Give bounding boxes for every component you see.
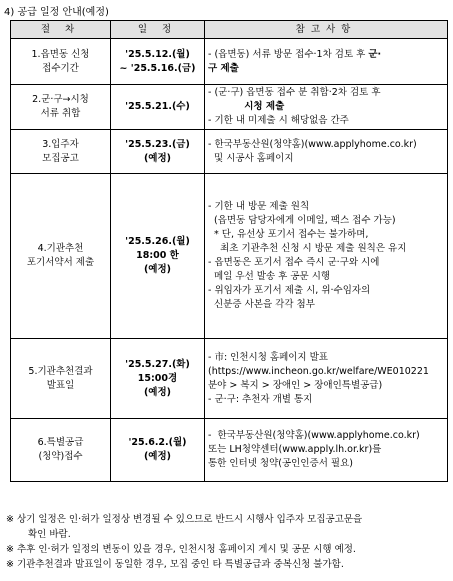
step-cell <box>11 39 111 85</box>
date-text: (예정) <box>143 264 172 275</box>
note-text <box>208 101 244 112</box>
date-text: '25.5.12.(월) <box>125 48 190 60</box>
footnote <box>6 557 450 572</box>
step-cell <box>11 419 111 482</box>
step-cell <box>11 130 111 174</box>
step-cell <box>11 339 111 419</box>
note-text: - 위임자가 포기서 제출 시, 위·수임자의 <box>208 285 371 296</box>
step-text: 모집공고 <box>42 152 79 164</box>
notes-cell <box>205 39 448 85</box>
note-line <box>208 100 444 114</box>
note-text: 메일 우선 발송 후 공문 시행 <box>208 271 331 282</box>
notes-cell <box>205 174 448 339</box>
schedule-table <box>10 20 448 482</box>
note-text: 또는 LH청약센터(www.apply.lh.or.kr)를 <box>208 444 382 455</box>
step-cell <box>11 85 111 130</box>
note-text: * 단, 유선상 포기서 접수는 불가하며, <box>208 229 369 240</box>
footnote <box>6 512 450 542</box>
footnote <box>6 542 450 557</box>
note-line <box>208 270 444 284</box>
footnote-text: ※ 추후 인·허가 일정의 변동이 있을 경우, 인천시청 홈페이지 게시 및 공문 시행 예정. <box>6 544 356 555</box>
step-text: 3.입주자 <box>42 138 79 150</box>
note-line <box>208 284 444 298</box>
step-text: (청약)접수 <box>38 451 83 462</box>
date-cell <box>111 419 205 482</box>
note-text: (https://www.incheon.go.kr/welfare/WE010221 <box>208 365 429 377</box>
notes-cell <box>205 419 448 482</box>
date-text: 15:00경 <box>137 372 178 384</box>
step-text: 포기서약서 제출 <box>26 257 95 268</box>
note-text: - 市: 인천시청 홈페이지 발표 <box>208 351 328 363</box>
notes-cell <box>205 130 448 174</box>
step-text: 4.기관추천 <box>37 243 84 254</box>
footnote-text: ※ 기관추천결과 발표일이 동일한 경우, 모집 중인 타 특별공급과 중복신청 불가함. <box>6 559 344 570</box>
note-line <box>208 138 444 152</box>
note-line <box>208 214 444 228</box>
note-line <box>208 365 444 379</box>
note-line <box>208 351 444 365</box>
notes-cell <box>205 85 448 130</box>
note-line <box>208 48 444 62</box>
note-text: - 기한 내 미제출 시 해당없음 간주 <box>208 115 349 126</box>
note-text: - 한국부동산원(청약홈)(www.applyhome.co.kr) <box>208 430 420 441</box>
header-notes: 참고사항 <box>205 21 448 39</box>
note-line <box>208 228 444 242</box>
footnote-continuation: 확인 바람. <box>28 529 71 540</box>
note-line <box>208 256 444 270</box>
section-title: 4) 공급 일정 안내(예정) <box>4 7 109 18</box>
note-bold-text: 시청 제출 <box>244 101 285 112</box>
note-line <box>208 443 444 457</box>
date-cell <box>111 85 205 130</box>
date-text: 18:00 한 <box>136 250 179 261</box>
note-text: 신분증 사본을 각각 첨부 <box>208 299 315 310</box>
table-header-row <box>11 21 448 39</box>
table-row <box>11 174 448 339</box>
note-line <box>208 379 444 393</box>
note-text: 및 시공사 홈페이지 <box>208 152 294 164</box>
header-step: 절 차 <box>11 21 111 39</box>
table-row <box>11 419 448 482</box>
date-cell <box>111 174 205 339</box>
note-line <box>208 114 444 128</box>
step-text: 2.군·구→시청 <box>32 94 89 105</box>
note-text: - (군·구) 읍면동 접수 분 취합·2차 검토 후 <box>208 87 381 98</box>
date-text: '25.5.23.(금) <box>125 138 190 150</box>
note-text: (읍면동 담당자에게 이메일, 팩스 접수 가능) <box>208 215 396 226</box>
note-line <box>208 242 444 256</box>
date-text: '25.5.21.(수) <box>125 101 190 112</box>
note-line <box>208 393 444 407</box>
note-text: - 군·구: 추천자 개별 통지 <box>208 393 313 405</box>
header-date: 일 정 <box>111 21 205 39</box>
note-line <box>208 298 444 312</box>
date-cell <box>111 339 205 419</box>
step-text: 5.기관추천결과 <box>28 365 93 377</box>
note-text: - (읍면동) 서류 방문 접수·1차 검토 후 <box>208 48 369 60</box>
step-text: 접수기간 <box>42 62 79 74</box>
table-row <box>11 339 448 419</box>
date-text: (예정) <box>143 386 172 398</box>
note-line <box>208 200 444 214</box>
step-text: 서류 취합 <box>40 108 81 119</box>
table-row <box>11 85 448 130</box>
note-line <box>208 429 444 443</box>
step-text: 발표일 <box>46 379 75 391</box>
date-text: (예정) <box>143 152 172 164</box>
date-cell <box>111 130 205 174</box>
date-text: ~ '25.5.16.(금) <box>119 62 196 74</box>
note-bold-text: 구 제출 <box>208 62 239 74</box>
step-cell <box>11 174 111 339</box>
date-cell <box>111 39 205 85</box>
date-text: (예정) <box>143 451 172 462</box>
note-line <box>208 86 444 100</box>
step-text: 1.읍면동 신청 <box>31 48 90 60</box>
note-line <box>208 152 444 166</box>
step-text: 6.특별공급 <box>37 437 84 448</box>
note-line <box>208 62 444 76</box>
table-row <box>11 130 448 174</box>
note-text: 통한 인터넷 청약(공인인증서 필요) <box>208 458 353 469</box>
note-text: 최초 기관추천 신청 시 방문 제출 원칙은 유지 <box>208 243 407 254</box>
note-bold-text: 군· <box>368 48 382 60</box>
note-text: - 한국부동산원(청약홈)(www.applyhome.co.kr) <box>208 138 417 150</box>
footnote-text: ※ 상기 일정은 인·허가 일정상 변경될 수 있으므로 반드시 시행사 입주자 모집공고문을 <box>6 514 363 525</box>
table-row <box>11 39 448 85</box>
date-text: '25.5.27.(화) <box>125 358 190 370</box>
date-text: '25.5.26.(월) <box>125 236 190 247</box>
notes-cell <box>205 339 448 419</box>
note-text: - 읍면동은 포기서 접수 즉시 군·구와 시에 <box>208 257 380 268</box>
footnotes <box>6 512 450 572</box>
note-text: 분야 > 복지 > 장애인 > 장애인특별공급) <box>208 379 383 391</box>
date-text: '25.6.2.(월) <box>128 437 187 448</box>
note-text: - 기한 내 방문 제출 원칙 <box>208 201 310 212</box>
note-line <box>208 457 444 471</box>
